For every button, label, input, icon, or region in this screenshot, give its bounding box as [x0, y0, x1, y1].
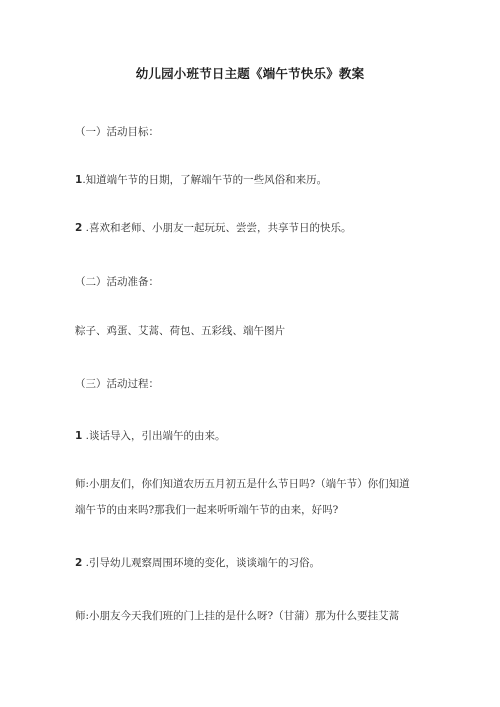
goal-item-2	[75, 220, 352, 235]
section-heading-process: （三）活动过程：	[75, 378, 159, 390]
document-title: 幼儿园小班节日主题《端午节快乐》教案	[135, 66, 365, 81]
paragraph-line: 师:小朋友今天我们班的门上挂的是什么呀?（甘蒲）那为什么要挂艾蒿	[75, 610, 400, 622]
paragraph-line: 端午节的由来吗?那我们一起来听听端午节的由来，好吗?	[75, 504, 339, 516]
section-heading-preparation: （二）活动准备：	[75, 276, 159, 288]
item-text: .引导幼儿观察周围环境的变化，谈谈端午的习俗。	[85, 557, 320, 569]
process-step-2	[75, 555, 320, 570]
item-text: .知道端午节的日期，了解端午节的一些风俗和来历。	[82, 174, 328, 186]
paragraph-line: 师:小朋友们，你们知道农历五月初五是什么节日吗?（端午节）你们知道	[75, 478, 410, 490]
item-number: 1	[75, 430, 83, 442]
item-number: 1	[75, 174, 83, 186]
materials-list: 粽子、鸡蛋、艾蒿、荷包、五彩线、端午图片	[75, 325, 285, 337]
section-heading-goals: （一）活动目标：	[75, 126, 159, 138]
item-number: 2	[75, 222, 83, 234]
process-step-1	[75, 428, 226, 443]
goal-item-1	[75, 172, 327, 187]
item-text: .喜欢和老师、小朋友一起玩玩、尝尝，共享节日的快乐。	[85, 222, 352, 234]
item-text: .谈话导入，引出端午的由来。	[85, 430, 226, 442]
item-number: 2	[75, 557, 83, 569]
